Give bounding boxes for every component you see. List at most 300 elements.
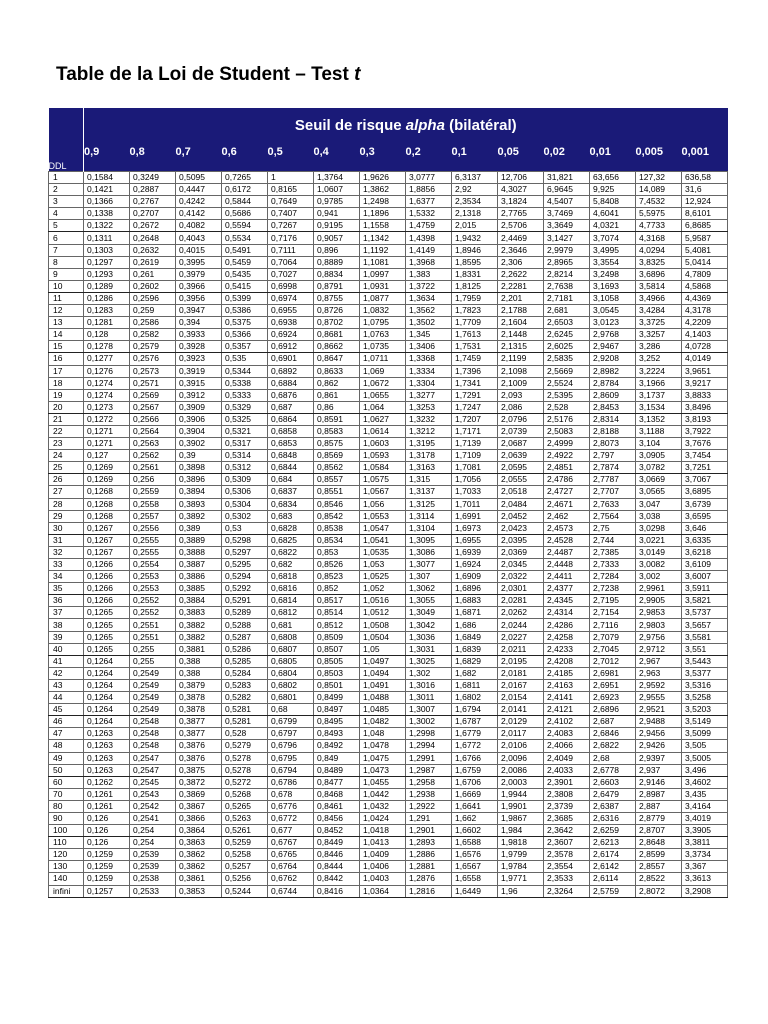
value-cell: 0,5312 — [222, 462, 268, 474]
ddl-cell: 50 — [49, 764, 84, 776]
value-cell: 0,677 — [268, 825, 314, 837]
value-cell: 2,0003 — [498, 776, 544, 788]
value-cell: 0,2533 — [130, 885, 176, 897]
table-row — [49, 438, 728, 450]
value-cell: 3,1427 — [544, 232, 590, 244]
value-cell: 0,7176 — [268, 232, 314, 244]
value-cell: 0,862 — [314, 377, 360, 389]
value-cell: 2,6896 — [590, 704, 636, 716]
value-cell: 0,8446 — [314, 849, 360, 861]
value-cell: 0,5297 — [222, 546, 268, 558]
value-cell: 0,3878 — [176, 704, 222, 716]
value-cell: 0,3898 — [176, 462, 222, 474]
value-cell: 0,684 — [268, 474, 314, 486]
value-cell: 2,6923 — [590, 692, 636, 704]
value-cell: 0,2571 — [130, 377, 176, 389]
value-cell: 0,1274 — [84, 389, 130, 401]
value-cell: 3,104 — [636, 438, 682, 450]
value-cell: 0,5259 — [222, 837, 268, 849]
table-row — [49, 825, 728, 837]
ddl-cell: 46 — [49, 716, 84, 728]
value-cell: 0,1265 — [84, 643, 130, 655]
value-cell: 2,0518 — [498, 486, 544, 498]
table-row — [49, 462, 728, 474]
value-cell: 2,1448 — [498, 329, 544, 341]
ddl-cell: 3 — [49, 196, 84, 208]
table-row — [49, 292, 728, 304]
value-cell: 0,5594 — [222, 220, 268, 232]
value-cell: 3,5814 — [636, 280, 682, 292]
table-row — [49, 268, 728, 280]
value-cell: 1,6839 — [452, 643, 498, 655]
value-cell: 2,9712 — [636, 643, 682, 655]
value-cell: 3,646 — [682, 522, 728, 534]
value-cell: 0,5399 — [222, 292, 268, 304]
value-cell: 2,9853 — [636, 607, 682, 619]
value-cell: 2,7195 — [590, 595, 636, 607]
value-cell: 2,0167 — [498, 679, 544, 691]
value-cell: 0,128 — [84, 329, 130, 341]
value-cell: 0,68 — [268, 704, 314, 716]
value-cell: 2,6981 — [590, 667, 636, 679]
table-row — [49, 196, 728, 208]
value-cell: 2,086 — [498, 401, 544, 413]
value-cell: 0,1266 — [84, 583, 130, 595]
value-cell: 0,8468 — [314, 788, 360, 800]
value-cell: 0,1268 — [84, 510, 130, 522]
value-cell: 1,3007 — [406, 704, 452, 716]
value-cell: 0,8461 — [314, 800, 360, 812]
value-cell: 0,853 — [314, 546, 360, 558]
value-cell: 0,5272 — [222, 776, 268, 788]
value-cell: 1,291 — [406, 812, 452, 824]
value-cell: 2,4469 — [498, 232, 544, 244]
value-cell: 1,6558 — [452, 873, 498, 885]
value-cell: 0,1268 — [84, 498, 130, 510]
table-row — [49, 571, 728, 583]
value-cell: 0,1286 — [84, 292, 130, 304]
value-cell: 3,1352 — [636, 413, 682, 425]
value-cell: 2,5669 — [544, 365, 590, 377]
value-cell: 3,435 — [682, 788, 728, 800]
ddl-cell: 1 — [49, 172, 84, 184]
value-cell: 0,2549 — [130, 679, 176, 691]
value-cell: 1,0473 — [360, 764, 406, 776]
value-cell: 2,4033 — [544, 764, 590, 776]
value-cell: 2,6174 — [590, 849, 636, 861]
value-cell: 3,1737 — [636, 389, 682, 401]
ddl-cell: 36 — [49, 595, 84, 607]
ddl-cell: 15 — [49, 341, 84, 353]
value-cell: 0,5306 — [222, 486, 268, 498]
value-cell: 3,3554 — [590, 256, 636, 268]
value-cell: 2,0129 — [498, 716, 544, 728]
value-cell: 3,5203 — [682, 704, 728, 716]
value-cell: 1,6567 — [452, 861, 498, 873]
value-cell: 0,2549 — [130, 667, 176, 679]
value-cell: 0,3249 — [130, 172, 176, 184]
value-cell: 2,8987 — [636, 788, 682, 800]
value-cell: 3,0905 — [636, 450, 682, 462]
value-cell: 1,3137 — [406, 486, 452, 498]
value-cell: 0,3864 — [176, 825, 222, 837]
value-cell: 0,8499 — [314, 692, 360, 704]
value-cell: 1,7109 — [452, 450, 498, 462]
value-cell: 1,1558 — [360, 220, 406, 232]
value-cell: 0,3881 — [176, 643, 222, 655]
value-cell: 2,963 — [636, 667, 682, 679]
value-cell: 2,9768 — [590, 329, 636, 341]
header-stub — [49, 108, 84, 142]
value-cell: 0,255 — [130, 643, 176, 655]
value-cell: 2,4049 — [544, 752, 590, 764]
value-cell: 1,2958 — [406, 776, 452, 788]
ddl-cell: 110 — [49, 837, 84, 849]
value-cell: 0,2564 — [130, 425, 176, 437]
value-cell: 0,852 — [314, 583, 360, 595]
value-cell: 2,6603 — [590, 776, 636, 788]
table-row — [49, 607, 728, 619]
value-cell: 2,4573 — [544, 522, 590, 534]
value-cell: 0,2563 — [130, 438, 176, 450]
value-cell: 0,3853 — [176, 885, 222, 897]
value-cell: 1,6794 — [452, 704, 498, 716]
value-cell: 1,0494 — [360, 667, 406, 679]
value-cell: 3,5258 — [682, 692, 728, 704]
value-cell: 0,1271 — [84, 438, 130, 450]
value-cell: 2,7284 — [590, 571, 636, 583]
value-cell: 3,9217 — [682, 377, 728, 389]
ddl-cell: 38 — [49, 619, 84, 631]
value-cell: 2,201 — [498, 292, 544, 304]
value-cell: 0,2573 — [130, 365, 176, 377]
value-cell: 0,6804 — [268, 667, 314, 679]
value-cell: 3,0669 — [636, 474, 682, 486]
value-cell: 2,6114 — [590, 873, 636, 885]
value-cell: 1,0553 — [360, 510, 406, 522]
table-row — [49, 510, 728, 522]
table-row — [49, 280, 728, 292]
value-cell: 3,4164 — [682, 800, 728, 812]
value-cell: 1,2498 — [360, 196, 406, 208]
value-cell: 1,7139 — [452, 438, 498, 450]
value-cell: 31,821 — [544, 172, 590, 184]
value-cell: 0,3866 — [176, 812, 222, 824]
value-cell: 0,7064 — [268, 256, 314, 268]
value-cell: 0,4082 — [176, 220, 222, 232]
value-cell: 0,8662 — [314, 341, 360, 353]
value-cell: 0,8514 — [314, 607, 360, 619]
value-cell: 1,9818 — [498, 837, 544, 849]
value-cell: 0,6974 — [268, 292, 314, 304]
value-cell: 1,0535 — [360, 546, 406, 558]
table-row — [49, 716, 728, 728]
value-cell: 0,2887 — [130, 184, 176, 196]
value-cell: 1,6641 — [452, 800, 498, 812]
value-cell: 0,2576 — [130, 353, 176, 365]
value-cell: 2,7874 — [590, 462, 636, 474]
value-cell: 3,0082 — [636, 559, 682, 571]
value-cell: 1,6924 — [452, 559, 498, 571]
value-cell: 0,2548 — [130, 716, 176, 728]
value-cell: 0,6764 — [268, 861, 314, 873]
table-row — [49, 389, 728, 401]
value-cell: 1,6779 — [452, 728, 498, 740]
value-cell: 0,6795 — [268, 752, 314, 764]
value-cell: 0,6834 — [268, 498, 314, 510]
value-cell: 0,861 — [314, 389, 360, 401]
value-cell: 0,8681 — [314, 329, 360, 341]
value-cell: 2,0211 — [498, 643, 544, 655]
ddl-header-row — [49, 161, 728, 172]
value-cell: 1,7081 — [452, 462, 498, 474]
value-cell: 2,0117 — [498, 728, 544, 740]
value-cell: 4,0294 — [636, 244, 682, 256]
value-cell: 0,2547 — [130, 752, 176, 764]
value-cell: 0,5325 — [222, 413, 268, 425]
value-cell: 0,3885 — [176, 583, 222, 595]
value-cell: 1,3722 — [406, 280, 452, 292]
value-cell: 1,6772 — [452, 740, 498, 752]
value-cell: 3,6739 — [682, 498, 728, 510]
value-cell: 3,8496 — [682, 401, 728, 413]
value-cell: 1,0567 — [360, 486, 406, 498]
value-cell: 2,5835 — [544, 353, 590, 365]
value-cell: 1,3114 — [406, 510, 452, 522]
value-cell: 2,7333 — [590, 559, 636, 571]
value-cell: 0,1264 — [84, 704, 130, 716]
value-cell: 2,0262 — [498, 607, 544, 619]
value-cell: 1,0931 — [360, 280, 406, 292]
value-cell: 0,6786 — [268, 776, 314, 788]
value-cell: 2,9208 — [590, 353, 636, 365]
value-cell: 0,5329 — [222, 401, 268, 413]
value-cell: 3,3725 — [636, 317, 682, 329]
value-cell: 0,1264 — [84, 692, 130, 704]
value-cell: 0,6801 — [268, 692, 314, 704]
value-cell: 1,3764 — [314, 172, 360, 184]
value-cell: 7,4532 — [636, 196, 682, 208]
value-cell: 1,6449 — [452, 885, 498, 897]
value-cell: 0,5298 — [222, 534, 268, 546]
value-cell: 0,5288 — [222, 619, 268, 631]
ddl-cell: 33 — [49, 559, 84, 571]
table-row — [49, 559, 728, 571]
value-cell: 1,6377 — [406, 196, 452, 208]
ddl-cell: 24 — [49, 450, 84, 462]
value-cell: 0,1266 — [84, 571, 130, 583]
value-cell: 2,9803 — [636, 619, 682, 631]
table-row — [49, 341, 728, 353]
value-cell: 1,6802 — [452, 692, 498, 704]
value-cell: 0,1421 — [84, 184, 130, 196]
value-cell: 3,5737 — [682, 607, 728, 619]
value-cell: 1,3634 — [406, 292, 452, 304]
value-cell: 3,6007 — [682, 571, 728, 583]
value-cell: 1,0364 — [360, 885, 406, 897]
value-cell: 1,0795 — [360, 317, 406, 329]
value-cell: 3,0565 — [636, 486, 682, 498]
value-cell: 2,8648 — [636, 837, 682, 849]
ddl-cell: 140 — [49, 873, 84, 885]
value-cell: 0,8569 — [314, 450, 360, 462]
ddl-cell: 17 — [49, 365, 84, 377]
value-cell: 3,286 — [636, 341, 682, 353]
table-row — [49, 788, 728, 800]
value-cell: 1,0614 — [360, 425, 406, 437]
value-cell: 4,4369 — [682, 292, 728, 304]
ddl-cell: 12 — [49, 305, 84, 317]
value-cell: 0,1269 — [84, 462, 130, 474]
value-cell: 3,7922 — [682, 425, 728, 437]
value-cell: 0,6822 — [268, 546, 314, 558]
value-cell: 1,052 — [360, 583, 406, 595]
value-cell: 4,6041 — [590, 208, 636, 220]
value-cell: 0,1267 — [84, 522, 130, 534]
value-cell: 2,8453 — [590, 401, 636, 413]
value-cell: 0,2551 — [130, 619, 176, 631]
value-cell: 3,3734 — [682, 849, 728, 861]
value-cell: 3,2908 — [682, 885, 728, 897]
caption-prefix: Seuil de risque — [294, 116, 406, 134]
value-cell: 1,6871 — [452, 607, 498, 619]
value-cell: 0,1263 — [84, 728, 130, 740]
table-row — [49, 595, 728, 607]
value-cell: 0,3862 — [176, 849, 222, 861]
value-cell: 0,3884 — [176, 595, 222, 607]
value-cell: 2,3264 — [544, 885, 590, 897]
value-cell: 1,3232 — [406, 413, 452, 425]
value-cell: 0,7649 — [268, 196, 314, 208]
ddl-cell: 18 — [49, 377, 84, 389]
value-cell: 0,8726 — [314, 305, 360, 317]
value-cell: 3,0123 — [590, 317, 636, 329]
value-cell: 2,9456 — [636, 728, 682, 740]
value-cell: 0,6765 — [268, 849, 314, 861]
value-cell: 3,5911 — [682, 583, 728, 595]
value-cell: 3,6595 — [682, 510, 728, 522]
value-cell: 0,1268 — [84, 486, 130, 498]
value-cell: 0,3861 — [176, 873, 222, 885]
value-cell: 3,4966 — [636, 292, 682, 304]
table-row — [49, 425, 728, 437]
value-cell: 2,4922 — [544, 450, 590, 462]
value-cell: 2,0739 — [498, 425, 544, 437]
value-cell: 2,0195 — [498, 655, 544, 667]
ddl-cell: 90 — [49, 812, 84, 824]
value-cell: 3,0149 — [636, 546, 682, 558]
value-cell: 0,1265 — [84, 619, 130, 631]
table-row — [49, 220, 728, 232]
value-cell: 0,1289 — [84, 280, 130, 292]
value-cell: 1,0478 — [360, 740, 406, 752]
value-cell: 1,2991 — [406, 752, 452, 764]
value-cell: 0,6837 — [268, 486, 314, 498]
value-cell: 2,9979 — [544, 244, 590, 256]
value-cell: 0,3933 — [176, 329, 222, 341]
table-row — [49, 800, 728, 812]
value-cell: 1,2994 — [406, 740, 452, 752]
value-cell: 3,551 — [682, 643, 728, 655]
value-cell: 0,8702 — [314, 317, 360, 329]
value-cell: 0,6938 — [268, 317, 314, 329]
value-cell: 1,0485 — [360, 704, 406, 716]
value-cell: 0,2596 — [130, 292, 176, 304]
value-cell: 0,2567 — [130, 401, 176, 413]
table-row — [49, 317, 728, 329]
value-cell: 1,0735 — [360, 341, 406, 353]
value-cell: 8,6101 — [682, 208, 728, 220]
value-cell: 2,7707 — [590, 486, 636, 498]
risk-caption — [84, 108, 728, 142]
value-cell: 1,9784 — [498, 861, 544, 873]
value-cell: 2,0106 — [498, 740, 544, 752]
value-cell: 2,8982 — [590, 365, 636, 377]
value-cell: 0,1264 — [84, 679, 130, 691]
value-cell: 2,3533 — [544, 873, 590, 885]
value-cell: 0,5284 — [222, 667, 268, 679]
value-cell: 2,75 — [590, 522, 636, 534]
value-cell: 1,3862 — [360, 184, 406, 196]
ddl-cell: 47 — [49, 728, 84, 740]
value-cell: 2,4208 — [544, 655, 590, 667]
value-cell: 2,5083 — [544, 425, 590, 437]
value-cell: 0,8489 — [314, 764, 360, 776]
value-cell: 1,0607 — [314, 184, 360, 196]
value-cell: 1,7291 — [452, 389, 498, 401]
value-cell: 1,0516 — [360, 595, 406, 607]
value-cell: 0,682 — [268, 559, 314, 571]
table-row — [49, 546, 728, 558]
value-cell: 2,7079 — [590, 631, 636, 643]
value-cell: 2,6479 — [590, 788, 636, 800]
value-cell: 0,8557 — [314, 474, 360, 486]
value-cell: 0,86 — [314, 401, 360, 413]
value-cell: 0,8575 — [314, 438, 360, 450]
table-row — [49, 498, 728, 510]
value-cell: 0,5344 — [222, 365, 268, 377]
value-cell: 2,528 — [544, 401, 590, 413]
value-cell: 0,5095 — [176, 172, 222, 184]
ddl-cell: 16 — [49, 353, 84, 365]
value-cell: 3,4602 — [682, 776, 728, 788]
ddl-cell: 8 — [49, 256, 84, 268]
value-cell: 0,3894 — [176, 486, 222, 498]
table-row — [49, 583, 728, 595]
value-cell: 1,3062 — [406, 583, 452, 595]
value-cell: 1,3277 — [406, 389, 452, 401]
value-cell: 3,8833 — [682, 389, 728, 401]
value-cell: 1,3304 — [406, 377, 452, 389]
value-cell: 3,496 — [682, 764, 728, 776]
table-row — [49, 401, 728, 413]
value-cell: 2,8073 — [590, 438, 636, 450]
value-cell: 2,9961 — [636, 583, 682, 595]
table-row — [49, 849, 728, 861]
value-cell: 0,8591 — [314, 413, 360, 425]
value-cell: 0,2556 — [130, 522, 176, 534]
value-cell: 2,1199 — [498, 353, 544, 365]
value-cell: 0,3876 — [176, 740, 222, 752]
value-cell: 0,2551 — [130, 631, 176, 643]
table-row — [49, 534, 728, 546]
value-cell: 2,9146 — [636, 776, 682, 788]
value-cell: 1,7459 — [452, 353, 498, 365]
value-cell: 2,8599 — [636, 849, 682, 861]
value-cell: 0,5459 — [222, 256, 268, 268]
value-cell: 0,2557 — [130, 510, 176, 522]
value-cell: 5,0414 — [682, 256, 728, 268]
